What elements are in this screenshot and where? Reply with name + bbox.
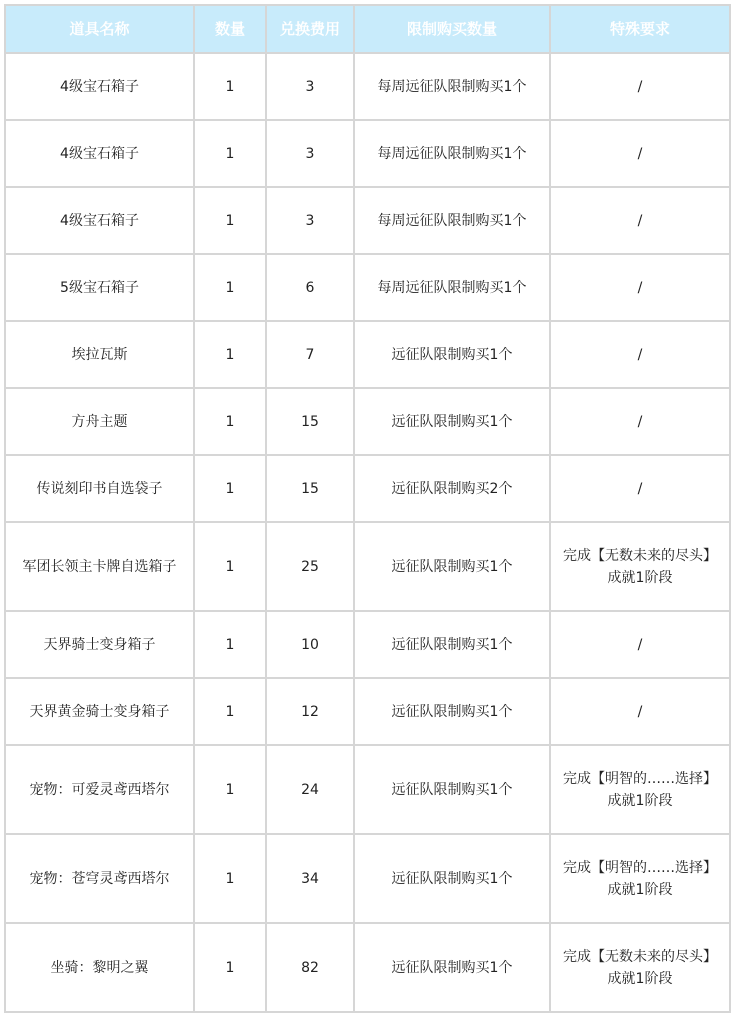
cost-cell: 15 (266, 455, 354, 522)
requirement-line: 成就1阶段 (607, 970, 673, 987)
purchase-limit-cell: 远征队限制购买1个 (354, 522, 550, 611)
quantity-cell: 1 (194, 611, 266, 678)
requirement-line: 成就1阶段 (607, 569, 673, 586)
item-name-cell: 坐骑：黎明之翼 (5, 923, 194, 1012)
cost-cell: 24 (266, 745, 354, 834)
table-header (5, 5, 730, 53)
item-name-cell: 宠物：苍穹灵鸢西塔尔 (5, 834, 194, 923)
special-requirement-cell (550, 53, 730, 120)
purchase-limit-cell: 远征队限制购买2个 (354, 455, 550, 522)
purchase-limit-cell: 每周远征队限制购买1个 (354, 120, 550, 187)
purchase-limit-cell: 每周远征队限制购买1个 (354, 187, 550, 254)
item-name-cell: 传说刻印书自选袋子 (5, 455, 194, 522)
special-requirement-cell (550, 611, 730, 678)
item-name-cell: 4级宝石箱子 (5, 53, 194, 120)
quantity-cell: 1 (194, 254, 266, 321)
purchase-limit-cell: 远征队限制购买1个 (354, 611, 550, 678)
special-requirement-cell (550, 522, 730, 611)
cost-cell: 12 (266, 678, 354, 745)
table-row (5, 745, 730, 834)
purchase-limit-cell: 每周远征队限制购买1个 (354, 254, 550, 321)
table-row (5, 611, 730, 678)
special-requirement-cell (550, 923, 730, 1012)
special-requirement-cell (550, 455, 730, 522)
special-requirement-cell (550, 120, 730, 187)
requirement-line: 完成【无数未来的尽头】 (563, 948, 717, 965)
table-body (5, 53, 730, 1012)
requirement-line: 完成【明智的……选择】 (563, 770, 717, 787)
special-requirement-cell (550, 678, 730, 745)
table-row (5, 120, 730, 187)
cost-cell: 3 (266, 187, 354, 254)
purchase-limit-cell: 远征队限制购买1个 (354, 321, 550, 388)
item-name-cell: 5级宝石箱子 (5, 254, 194, 321)
table-row (5, 254, 730, 321)
table-row (5, 455, 730, 522)
header-cost: 兑换费用 (266, 5, 354, 53)
special-requirement-cell (550, 834, 730, 923)
requirement-line: / (637, 78, 643, 95)
header-quantity: 数量 (194, 5, 266, 53)
quantity-cell: 1 (194, 388, 266, 455)
item-name-cell: 宠物：可爱灵鸢西塔尔 (5, 745, 194, 834)
special-requirement-cell (550, 254, 730, 321)
quantity-cell: 1 (194, 923, 266, 1012)
special-requirement-cell (550, 321, 730, 388)
table-row (5, 923, 730, 1012)
item-name-cell: 4级宝石箱子 (5, 187, 194, 254)
header-special-requirement: 特殊要求 (550, 5, 730, 53)
table-row (5, 321, 730, 388)
purchase-limit-cell: 远征队限制购买1个 (354, 388, 550, 455)
quantity-cell: 1 (194, 522, 266, 611)
cost-cell: 15 (266, 388, 354, 455)
requirement-line: / (637, 703, 643, 720)
purchase-limit-cell: 远征队限制购买1个 (354, 923, 550, 1012)
special-requirement-cell (550, 187, 730, 254)
requirement-line: 成就1阶段 (607, 881, 673, 898)
special-requirement-cell (550, 388, 730, 455)
item-name-cell: 方舟主题 (5, 388, 194, 455)
requirement-line: / (637, 212, 643, 229)
purchase-limit-cell: 远征队限制购买1个 (354, 745, 550, 834)
requirement-line: / (637, 279, 643, 296)
item-name-cell: 埃拉瓦斯 (5, 321, 194, 388)
requirement-line: / (637, 413, 643, 430)
requirement-line: 完成【明智的……选择】 (563, 859, 717, 876)
quantity-cell: 1 (194, 834, 266, 923)
requirement-line: / (637, 145, 643, 162)
purchase-limit-cell: 远征队限制购买1个 (354, 678, 550, 745)
purchase-limit-cell: 每周远征队限制购买1个 (354, 53, 550, 120)
requirement-line: 完成【无数未来的尽头】 (563, 547, 717, 564)
quantity-cell: 1 (194, 321, 266, 388)
quantity-cell: 1 (194, 53, 266, 120)
item-name-cell: 天界黄金骑士变身箱子 (5, 678, 194, 745)
item-name-cell: 天界骑士变身箱子 (5, 611, 194, 678)
cost-cell: 7 (266, 321, 354, 388)
requirement-line: / (637, 480, 643, 497)
table-row (5, 187, 730, 254)
requirement-line: / (637, 346, 643, 363)
header-purchase-limit: 限制购买数量 (354, 5, 550, 53)
quantity-cell: 1 (194, 745, 266, 834)
table-row (5, 522, 730, 611)
purchase-limit-cell: 远征队限制购买1个 (354, 834, 550, 923)
quantity-cell: 1 (194, 455, 266, 522)
requirement-line: 成就1阶段 (607, 792, 673, 809)
cost-cell: 82 (266, 923, 354, 1012)
cost-cell: 3 (266, 53, 354, 120)
header-item-name: 道具名称 (5, 5, 194, 53)
table-row (5, 678, 730, 745)
table-row (5, 53, 730, 120)
item-name-cell: 4级宝石箱子 (5, 120, 194, 187)
requirement-line: / (637, 636, 643, 653)
item-name-cell: 军团长领主卡牌自选箱子 (5, 522, 194, 611)
table-row (5, 388, 730, 455)
special-requirement-cell (550, 745, 730, 834)
cost-cell: 3 (266, 120, 354, 187)
table-row (5, 834, 730, 923)
cost-cell: 34 (266, 834, 354, 923)
cost-cell: 10 (266, 611, 354, 678)
cost-cell: 6 (266, 254, 354, 321)
quantity-cell: 1 (194, 678, 266, 745)
quantity-cell: 1 (194, 187, 266, 254)
quantity-cell: 1 (194, 120, 266, 187)
cost-cell: 25 (266, 522, 354, 611)
exchange-table (4, 4, 731, 1013)
